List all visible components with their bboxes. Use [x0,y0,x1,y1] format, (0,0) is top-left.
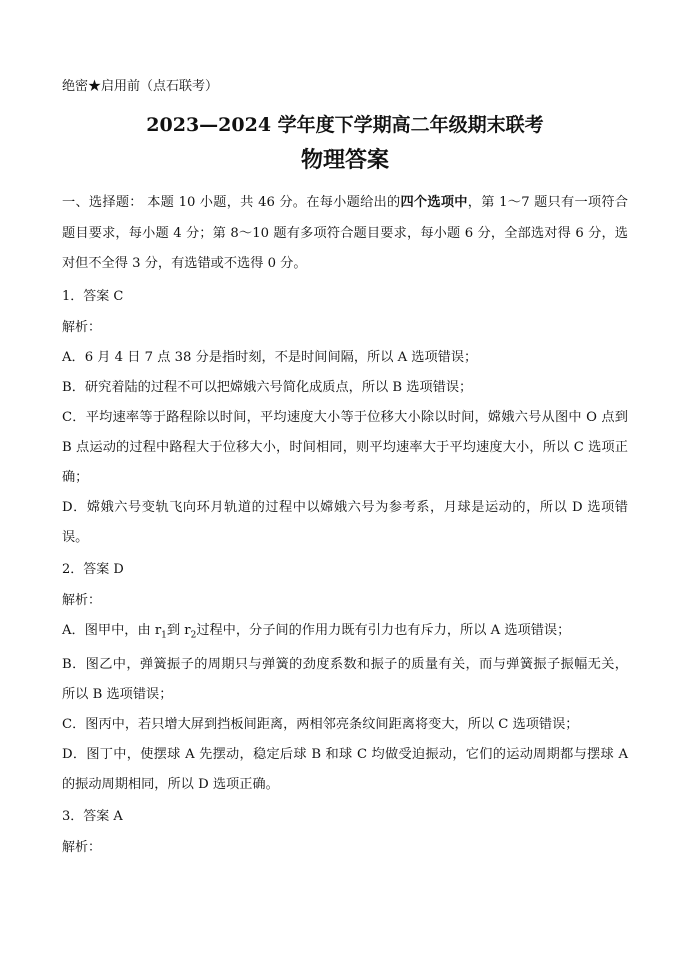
q2-option-c: C．图丙中，若只增大屏到挡板间距离，两相邻亮条纹间距离将变大，所以 C 选项错误； [62,717,579,733]
q2-a-text-1: A．图甲中，由 r [62,622,162,638]
q2-option-a [62,616,628,651]
q2-option-b: B．图乙中，弹簧振子的周期只与弹簧的劲度系数和振子的质量有关，而与弹簧振子振幅无关， 所以 B 选项错误； [62,657,628,703]
q1-option-a: A．6 月 4 日 7 点 38 分是指时刻，不是时间间隔，所以 A 选项错误； [62,349,478,365]
intro-text-2: ，第 1～7 题只有一项符合题目要求，每小题 4 分；第 8～10 题有多项符合题目要求，每小题 6 分，全部选对得 6 分，选对但不全得 3 分，有选错或不选得 0 分。 [62,195,628,271]
q2-a-subscript-1: 1 [161,630,167,641]
q1-analysis-label: 解析： [62,319,102,335]
document-subtitle: 物理答案 [300,147,389,173]
q1-option-d: D．嫦娥六号变轨飞向环月轨道的过程中以嫦娥六号为参考系，月球是运动的，所以 D 选项错误。 [62,499,628,545]
intro-bold-text: 四个选项中 [400,195,468,210]
intro-text-1: 一、选择题： 本题 10 小题，共 46 分。在每小题给出的 [62,195,401,210]
q1-answer: 1．答案 C [62,288,124,304]
q1-option-b: B．研究着陆的过程不可以把嫦娥六号简化成质点，所以 B 选项错误； [62,379,473,395]
section-intro [62,188,628,280]
q2-a-text-3: 过程中，分子间的作用力既有引力也有斥力，所以 A 选项错误； [196,622,571,638]
q3-analysis-label: 解析： [62,840,102,856]
q2-analysis-label: 解析： [62,592,102,608]
q1-option-c: C．平均速率等于路程除以时间，平均速度大小等于位移大小除以时间，嫦娥六号从图中 O 点到 B 点运动的过程中路程大于位移大小，时间相同，则平均速率大于平均速度大小，所以 C 选项正确； [62,409,628,485]
q2-answer: 2．答案 D [62,561,124,577]
confidential-label: 绝密★启用前（点石联考） [62,79,219,94]
exam-title: 2023—2024 学年度下学期高二年级期末联考 [146,114,544,136]
q2-a-subscript-2: 2 [190,630,197,641]
q2-option-d: D．图丁中，使摆球 A 先摆动，稳定后球 B 和球 C 均做受迫振动，它们的运动周期都与摆球 A 的振动周期相同，所以 D 选项正确。 [62,747,628,793]
q3-answer: 3．答案 A [62,809,123,825]
q2-a-text-2: 到 r [166,622,191,638]
